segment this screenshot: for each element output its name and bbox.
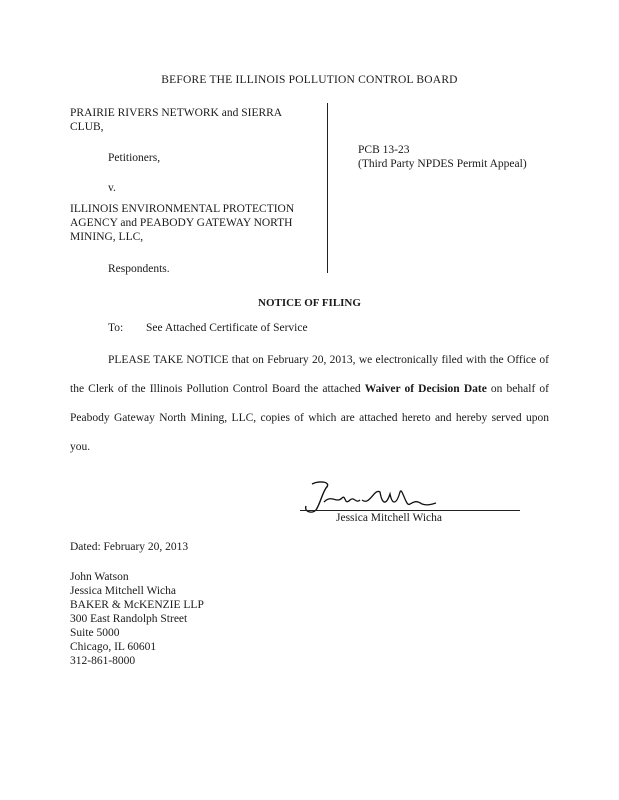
recipient-line <box>108 321 308 335</box>
counsel-line: John Watson <box>70 571 129 583</box>
counsel-line: 312-861-8000 <box>70 655 136 667</box>
case-type: (Third Party NPDES Permit Appeal) <box>358 158 527 170</box>
counsel-line: Chicago, IL 60601 <box>70 641 157 653</box>
paragraph-text: on behalf of Peabody Gateway North Mining, LLC, copies of which are attached hereto and hereby served upon you. <box>70 383 549 453</box>
respondents-line: MINING, LLC, <box>70 231 144 243</box>
counsel-line: 300 East Randolph Street <box>70 613 188 625</box>
counsel-line: Suite 5000 <box>70 627 120 639</box>
recipient-label: To: <box>108 322 124 334</box>
dated-line: Dated: February 20, 2013 <box>70 541 189 553</box>
board-heading: BEFORE THE ILLINOIS POLLUTION CONTROL BOARD <box>161 74 458 86</box>
case-number: PCB 13-23 <box>358 144 410 156</box>
filed-document-title: Waiver of Decision Date <box>364 383 487 395</box>
signer-name: Jessica Mitchell Wicha <box>336 512 442 524</box>
respondents-role: Respondents. <box>108 263 170 275</box>
respondents-line: AGENCY and PEABODY GATEWAY NORTH <box>70 217 293 229</box>
petitioners-names <box>70 106 282 134</box>
caption-divider <box>327 103 328 273</box>
petitioners-line: CLUB, <box>70 121 104 133</box>
counsel-block <box>70 570 204 668</box>
counsel-line: Jessica Mitchell Wicha <box>70 585 176 597</box>
paragraph-text: PLEASE TAKE NOTICE that on February 20, 2013, we electronically filed with the Office of the Clerk of the Illinois Pollution Control Board the attached <box>70 354 549 395</box>
petitioners-line: PRAIRIE RIVERS NETWORK and SIERRA <box>70 107 283 119</box>
versus-label: v. <box>108 182 116 194</box>
notice-paragraph <box>70 346 549 462</box>
respondents-names <box>70 202 294 244</box>
counsel-line: BAKER & McKENZIE LLP <box>70 599 204 611</box>
petitioners-role: Petitioners, <box>108 152 161 164</box>
respondents-line: ILLINOIS ENVIRONMENTAL PROTECTION <box>70 203 295 215</box>
recipient-value: See Attached Certificate of Service <box>146 322 308 334</box>
notice-title: NOTICE OF FILING <box>258 297 361 309</box>
